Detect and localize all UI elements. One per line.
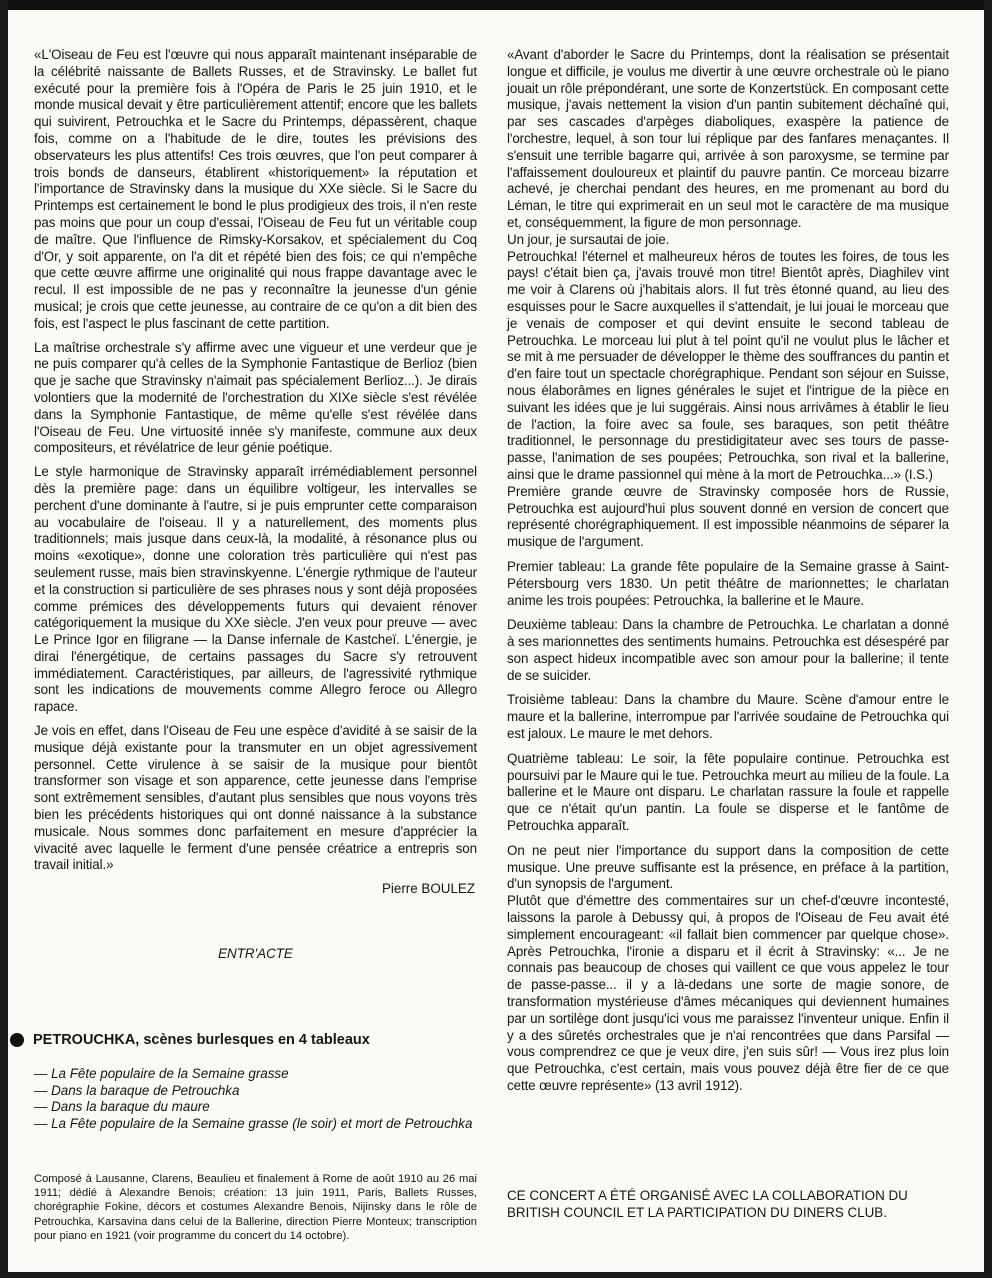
tableau-item: — La Fête populaire de la Semaine grasse (le soir) et mort de Petrouchka [34,1115,473,1131]
stravinsky-quote-joy: Un jour, je sursautai de joie. [507,231,670,247]
deuxieme-tableau: Deuxième tableau: Dans la chambre de Petrouchka. Le charlatan a donné à ses marionnettes des sentiments humains. Petrouchka est désespéré par son aspect hideux incompatible avec son amour pour la ballerine; il tente de se suicider. [507,617,949,683]
page-edge-right [984,0,992,1278]
composition-details: Composé à Lausanne, Clarens, Beaulieu et finalement à Rome de août 1910 au 26 mai 1911; dédié à Alexandre Benois; création: 13 juin 1911, Paris, Ballets Russes, chorégraphie Fokine, décors et costumes Alexandre Benois, Nijinsky dans le rôle de Petrouchka, Karsavina dans celui de la Ballerine, direction Pierre Monteux; transcription pour piano en 1921 (voir programme du concert du 14 octobre). [34,1173,477,1242]
boulez-paragraph-2: La maîtrise orchestrale s'y affirme avec une vigueur et une verdeur que je ne puis comparer qu'à celles de la Symphonie Fantastique de Berlioz (bien que je sache que Stravinsky n'aimait pas spécialement Berlioz...). Je dirais volontiers que la modernité de l'orchestration du XIXe siècle s'est révélée dans la Symphonie Fantastique, de même qu'elle s'est révélée dans l'Oiseau de Feu. Une virtuosité innée s'y manifeste, commune aux deux compositeurs, et révélatrice de leur génie poétique. [34,339,477,456]
stravinsky-quote-continued: Petrouchka! l'éternel et malheureux héros de toutes les foires, de tous les pays! c'était bien ça, j'avais trouvé mon titre! Bientôt après, Diaghilev vint me voir à Clarens où j'habitais alors. Il fut très étonné quand, au lieu des esquisses pour le Sacre auxquelles il s'attendait, je lui jouai le morceau que je venais de composer et qui devint ensuite le second tableau de Petrouchka. Le morceau lui plut à tel point qu'il ne voulut plus le lâcher et se mit à me persuader de développer le thème des souffrances du pantin et d'en faire tout un spectacle chorégraphique. Pendant son séjour en Suisse, nous élaborâmes en lignes générales le sujet et l'intrigue de la pièce en suivant les idées que je lui suggérais. Ainsi nous arrivâmes à établir le lieu de l'action, la foire avec sa foule, ses baraques, son petit théâtre traditionnel, le personnage du prestidigitateur avec ses tours de passe-passe, l'animation de ses poupées; Petrouchka, son rival et la ballerine, ainsi que le drame passionnel qui mène à la mort de Petrouchka...» (I.S.) [507,248,949,482]
tableau-item: — Dans la baraque du maure [34,1099,210,1114]
tableau-item: — Dans la baraque de Petrouchka [34,1082,240,1098]
entracte-heading: ENTR'ACTE [218,946,293,962]
petrouchka-heading [10,1032,480,1048]
premiere-oeuvre-paragraph: Première grande œuvre de Stravinsky composée hors de Russie, Petrouchka est aujourd'hui plus souvent donné en version de concert que représenté chorégraphiquement. Il est impossible néanmoins de séparer la musique de l'argument. [507,483,949,550]
boulez-paragraph-3: Le style harmonique de Stravinsky apparaît irrémédiablement personnel dès la première page: dans un équilibre voltigeur, les intervalles se perchent d'une dominante à l'autre, si je puis emprunter cette comparaison au vocabulaire de l'oiseau. Il y a naturellement, des moments plus traditionnels; mais jusque dans ceux-là, la modalité, à résonance plus ou moins «exotique», donne une coloration très particulière qui n'est pas seulement russe, mais bien stravinskyenne. L'énergie rythmique de l'auteur et la construction si particulière de ses phrases nous y sont déjà proposées comme prémices des développements futurs qui devaient rénover catégoriquement la musique du XXe siècle. J'en veux pour preuve — avec Le Prince Igor en filigrane — la Danse infernale de Kastcheï. L'énergie, je dirai l'énergétique, de certains passages du Sacre s'y retrouvent immédiatement. Caractéristiques, par ailleurs, de l'agressivité rythmique sont les indications de mouvements comme Allegro feroce ou Allegro rapace. [34,464,477,715]
debussy-paragraph: Plutôt que d'émettre des commentaires sur un chef-d'œuvre incontesté, laissons la parole à Debussy qui, à propos de l'Oiseau de Feu avait été simplement encourageant: «il fallait bien commencer par quelque chose». Après Petrouchka, l'ironie a disparu et il écrit à Stravinsky: «... Je ne connais pas beaucoup de choses qui vaillent ce que vous appelez le tour de passe-passe... il y a là-dedans une sorte de magie sonore, de transformation mystérieuse d'âmes mécaniques qui deviennent humaines par un sortilège dont jusqu'ici vous me paraissez l'inventeur unique. Enfin il y a des sûretés orchestrales que je n'ai rencontrées que dans Parsifal — vous comprendrez ce que je veux dire, j'en suis sûr! — Vous irez plus loin que Petrouchka, c'est certain, mais vous pouvez déjà être fier de ce que cette œuvre représente» (13 avril 1912). [507,893,949,1094]
signature: Pierre BOULEZ [381,881,475,897]
concert-note: CE CONCERT A ÉTÉ ORGANISÉ AVEC LA COLLABORATION DU BRITISH COUNCIL ET LA PARTICIPATION DU DINERS CLUB. [507,1188,908,1220]
stravinsky-quote-paragraph: «Avant d'aborder le Sacre du Printemps, dont la réalisation se présentait longue et difficile, je voulus me divertir à une œuvre orchestrale où le piano jouait un rôle prépondérant, une sorte de Konzertstück. En composant cette musique, j'avais nettement la vision d'un pantin subitement déchaîné qui, par ses cascades d'arpèges diaboliques, exaspère la patience de l'orchestre, lequel, à son tour lui réplique par des fanfares menaçantes. Il s'ensuit une terrible bagarre qui, arrivée à son paroxysme, se termine par l'affaissement douloureux et plaintif du pauvre pantin. Ce morceau bizarre achevé, je cherchai pendant des heures, en me promenant au bord du Léman, le titre qui exprimerait en un seul mot le caractère de ma musique et, conséquemment, la figure de mon personnage. [507,47,949,230]
support-paragraph: On ne peut nier l'importance du support dans la composition de cette musique. Une preuve suffisante est la présence, en préface à la partition, d'un synopsis de l'argument. [507,842,949,892]
petrouchka-heading-text: PETROUCHKA, scènes burlesques en 4 tableaux [33,1032,370,1048]
tableaux-list [34,1066,477,1132]
premier-tableau: Premier tableau: La grande fête populaire de la Semaine grasse à Saint-Pétersbourg vers 1830. Un petit théâtre de marionnettes; le charlatan anime les trois poupées: Petrouchka, la ballerine et le Maure. [507,558,949,608]
left-column [34,47,477,961]
page-edge-top [0,0,992,10]
bullet-icon [10,1033,24,1047]
page-edge-left [0,0,8,1278]
troisieme-tableau: Troisième tableau: Dans la chambre du Maure. Scène d'amour entre le maure et la ballerine, interrompue par l'arrivée soudaine de Petrouchka qui est jaloux. Le maure le met dehors. [507,692,949,742]
right-column [507,47,949,1095]
tableau-item: — La Fête populaire de la Semaine grasse [34,1066,289,1081]
page-edge-bottom [0,1272,992,1278]
quatrieme-tableau: Quatrième tableau: Le soir, la fête populaire continue. Petrouchka est poursuivi par le Maure qui le tue. Petrouchka meurt au milieu de la foule. La ballerine et le Maure ont disparu. Le charlatan rassure la foule et rappelle que ce n'était qu'un pantin. La foule se disperse et le fantôme de Petrouchka apparaît. [507,750,949,834]
boulez-paragraph-1: «L'Oiseau de Feu est l'œuvre qui nous apparaît maintenant inséparable de la célébrité naissante de Ballets Russes, et de Stravinsky. Le ballet fut exécuté pour la première fois à l'Opéra de Paris le 25 juin 1910, et le monde musical devait y être particulièrement attentif; encore que les ballets qui suivirent, Petrouchka et le Sacre du Printemps, dépassèrent, chaque fois, comme on a l'habitude de le dire, toutes les prévisions des observateurs les plus attentifs! Ces trois œuvres, que l'on peut comparer à trois bonds de danseurs, établirent «historiquement» la réputation et l'importance de Stravinsky dans la musique du XXe siècle. Si le Sacre du Printemps est certainement le bond le plus prodigieux des trois, il n'en reste pas moins que pour un coup d'essai, l'Oiseau de Feu fut un véritable coup de maître. Que l'influence de Rimsky-Korsakov, et spécialement du Coq d'Or, y soit apparente, on l'a dit et répété bien des fois; ce qui n'empêche que cette œuvre affirme une originalité qui nous frappe davantage avec le recul. Il est impossible de ne pas y reconnaître la jeunesse d'un génie musical; je crois que cette jeunesse, au contraire de ce qu'on a dit bien des fois, est l'aspect le plus fascinant de cette partition. [34,47,477,331]
boulez-paragraph-4: Je vois en effet, dans l'Oiseau de Feu une espèce d'avidité à se saisir de la musique déjà existante pour la transmuter en un objet agressivement personnel. Cette virulence à se saisir de la musique pour bientôt transformer son visage et son apparence, cette jeunesse dans l'emprise sont extrêmement sensibles, d'autant plus sensibles que nous voyons très bien les précédents historiques qui ont donné naissance à la substance musicale. Nous sommes donc parfaitement en mesure d'apprécier la vivacité avec laquelle le ferment d'une pensée créatrice a entrepris son travail initial.» [34,723,477,873]
